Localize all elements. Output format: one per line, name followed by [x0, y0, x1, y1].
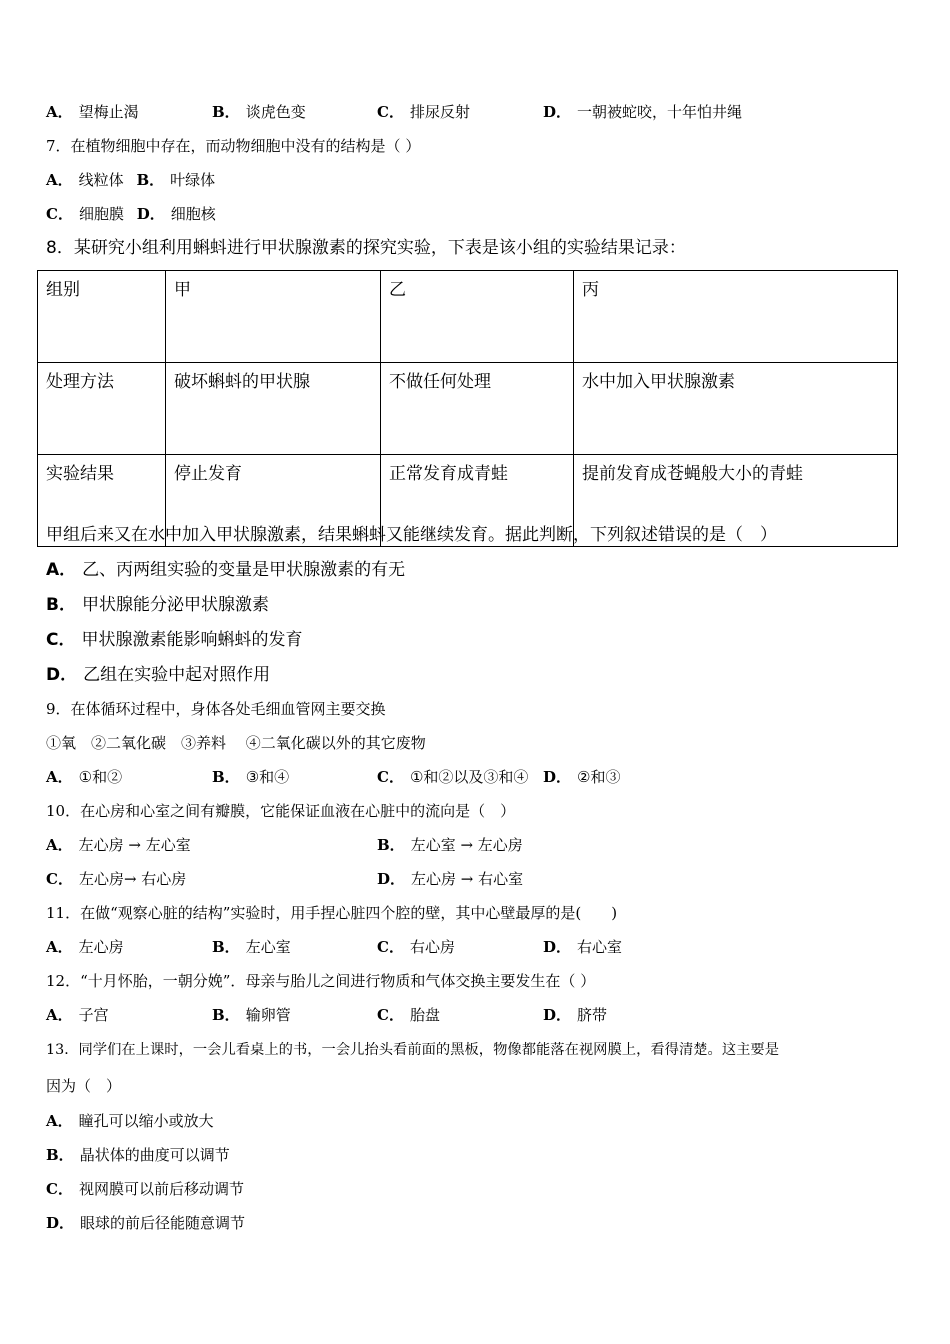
q12-stem: 12．“十月怀胎，一朝分娩”．母亲与胎儿之间进行物质和气体交换主要发生在（ ）	[46, 972, 596, 990]
option-b: B． 左心室	[212, 938, 291, 956]
option-a: A． 子宫	[46, 1006, 109, 1024]
q13-option-b: B． 晶状体的曲度可以调节	[46, 1146, 230, 1164]
q11-stem: 11．在做“观察心脏的结构”实验时，用手捏心脏四个腔的壁，其中心壁最厚的是( )	[46, 904, 618, 922]
option-a: A． ①和②	[46, 768, 123, 786]
q8-option-c: C． 甲状腺激素能影响蝌蚪的发育	[46, 630, 303, 650]
option-b: B． 输卵管	[212, 1006, 291, 1024]
q9-items: ①氧 ②二氧化碳 ③养料 ④二氧化碳以外的其它废物	[46, 734, 426, 752]
table-cell: 破坏蝌蚪的甲状腺	[166, 363, 381, 455]
q9-stem: 9．在体循环过程中，身体各处毛细血管网主要交换	[46, 700, 386, 718]
option-b: B． 谈虎色变	[212, 103, 306, 121]
option-c: C． 胎盘	[377, 1006, 440, 1024]
q7-stem: 7．在植物细胞中存在，而动物细胞中没有的结构是（ ）	[46, 137, 421, 155]
q8-option-a: A． 乙、丙两组实验的变量是甲状腺激素的有无	[46, 560, 406, 580]
option-a: A． 望梅止渴	[46, 103, 139, 121]
table-header-row	[38, 271, 898, 363]
option-c: C． 右心房	[377, 938, 455, 956]
q7-options-row2: C． 细胞膜 D． 细胞核	[46, 205, 216, 223]
table-cell: 处理方法	[38, 363, 166, 455]
table-cell: 甲	[166, 271, 381, 363]
q13-option-c: C． 视网膜可以前后移动调节	[46, 1180, 244, 1198]
table-cell: 不做任何处理	[381, 363, 574, 455]
table-cell: 停止发育	[166, 455, 381, 547]
option-a: A． 左心房	[46, 938, 124, 956]
option-d: D． 脐带	[543, 1006, 608, 1024]
q13-option-a: A． 瞳孔可以缩小或放大	[46, 1112, 214, 1130]
q13-stem-line2: 因为（ ）	[46, 1077, 122, 1095]
q10-option-b: B． 左心室 → 左心房	[377, 836, 523, 854]
option-c: C． ①和②以及③和④	[377, 768, 529, 786]
q10-stem: 10．在心房和心室之间有瓣膜，它能保证血液在心脏中的流向是（ ）	[46, 802, 516, 820]
option-b: B． ③和④	[212, 768, 290, 786]
option-d: D． 一朝被蛇咬，十年怕井绳	[543, 103, 743, 121]
table-cell: 组别	[38, 271, 166, 363]
table-cell: 水中加入甲状腺激素	[574, 363, 898, 455]
q8-followup: 甲组后来又在水中加入甲状腺激素，结果蝌蚪又能继续发育。据此判断，下列叙述错误的是（ ）	[46, 525, 777, 545]
q13-option-d: D． 眼球的前后径能随意调节	[46, 1214, 246, 1232]
experiment-table	[37, 270, 898, 547]
q8-option-d: D． 乙组在实验中起对照作用	[46, 665, 271, 685]
option-d: D． 右心室	[543, 938, 623, 956]
q10-option-c: C． 左心房→ 右心房	[46, 870, 187, 888]
q13-stem-line1: 13．同学们在上课时，一会儿看桌上的书，一会儿抬头看前面的黑板，物像都能落在视网膜上，看得清楚。这主要是	[46, 1042, 780, 1058]
table-cell: 丙	[574, 271, 898, 363]
q8-option-b: B． 甲状腺能分泌甲状腺激素	[46, 595, 269, 615]
table-cell: 乙	[381, 271, 574, 363]
table-cell: 正常发育成青蛙	[381, 455, 574, 547]
table-row	[38, 363, 898, 455]
option-d: D． ②和③	[543, 768, 621, 786]
q8-stem: 8．某研究小组利用蝌蚪进行甲状腺激素的探究实验，下表是该小组的实验结果记录：	[46, 238, 686, 258]
q10-option-a: A． 左心房 → 左心室	[46, 836, 191, 854]
table-cell: 提前发育成苍蝇般大小的青蛙	[574, 455, 898, 547]
option-c: C． 排尿反射	[377, 103, 470, 121]
q10-option-d: D． 左心房 → 右心室	[377, 870, 524, 888]
q7-options-row1: A． 线粒体 B． 叶绿体	[46, 171, 216, 189]
table-cell: 实验结果	[38, 455, 166, 547]
